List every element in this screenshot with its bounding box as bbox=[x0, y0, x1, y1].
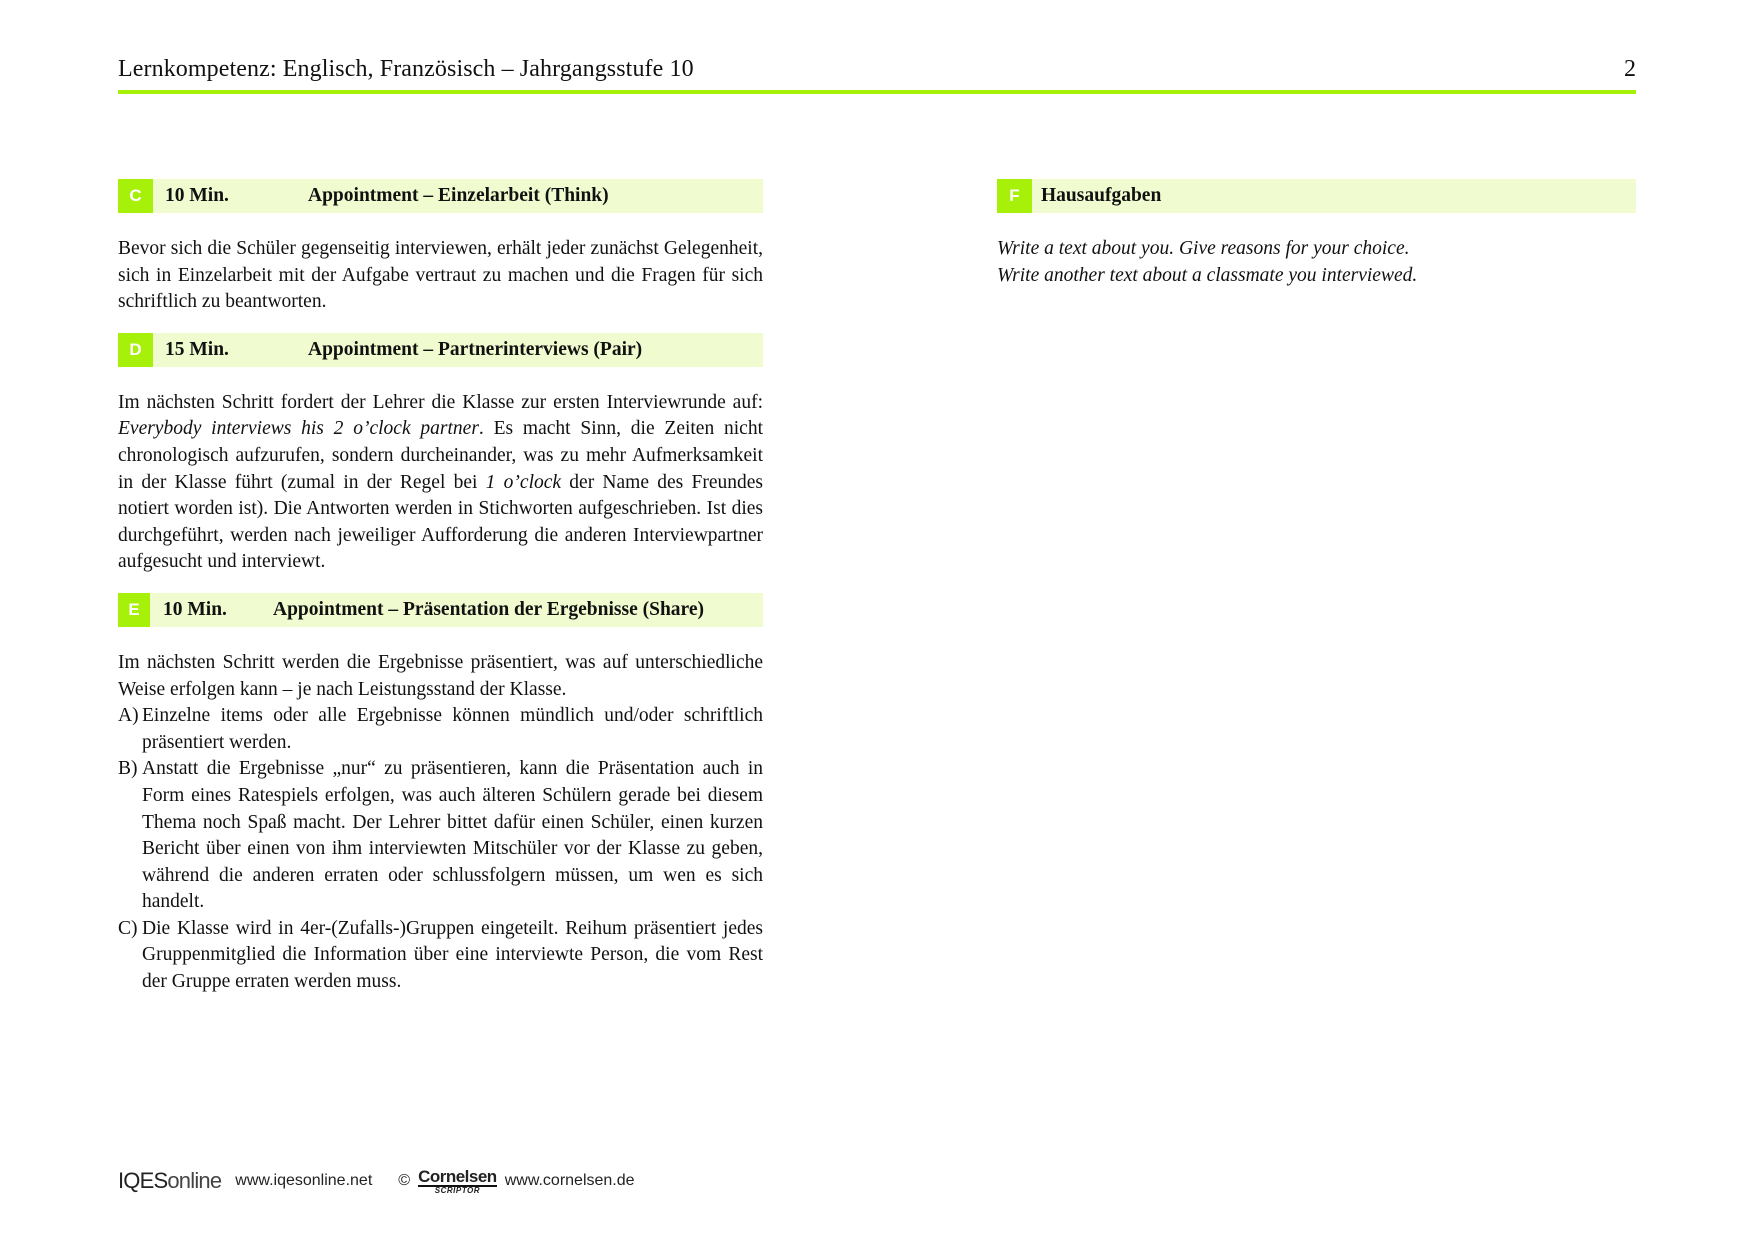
section-f-title: Hausaufgaben bbox=[1041, 185, 1162, 206]
section-e-duration: 10 Min. bbox=[163, 598, 227, 620]
list-item bbox=[118, 916, 763, 996]
section-c-letter-badge: C bbox=[118, 179, 153, 213]
section-c-header bbox=[118, 179, 763, 213]
cornelsen-logo-text: Cornelsen bbox=[418, 1166, 497, 1186]
section-d-body-part3: der Name des Freundes notiert worden ist). Die Antworten werden in Stichworten aufgeschrieben. Ist dies durchgeführt, werden nach jeweiliger Aufforderung die anderen Interviewpartner aufgesucht und interviewt. bbox=[118, 471, 763, 573]
page-number: 2 bbox=[1624, 56, 1636, 82]
cornelsen-logo-sub: SCRIPTOR bbox=[434, 1185, 480, 1195]
iqes-logo-light: online bbox=[167, 1168, 222, 1193]
section-d-title: Appointment – Partnerinterviews (Pair) bbox=[308, 338, 643, 360]
section-e-intro: Im nächsten Schritt werden die Ergebnisse präsentiert, was auf unterschiedliche Weise erfolgen kann – je nach Leistungsstand der Klasse. bbox=[118, 651, 763, 700]
page-header bbox=[118, 56, 1636, 94]
section-e-header bbox=[118, 593, 763, 627]
section-d-body bbox=[118, 390, 763, 576]
section-d-duration: 15 Min. bbox=[165, 338, 229, 360]
section-c-body: Bevor sich die Schüler gegenseitig interviewen, erhält jeder zunächst Gelegenheit, sich in Einzelarbeit mit der Aufgabe vertraut zu machen und die Fragen für sich schriftlich zu beantworten. bbox=[118, 238, 763, 313]
list-item-text: Die Klasse wird in 4er-(Zufalls-)Gruppen eingeteilt. Reihum präsentiert jedes Gruppenmitglied die Information über eine interviewte Person, die vom Rest der Gruppe erraten werden muss. bbox=[142, 917, 763, 993]
section-d-letter-badge: D bbox=[118, 333, 153, 367]
section-c-title: Appointment – Einzelarbeit (Think) bbox=[308, 185, 609, 206]
section-f-letter-badge: F bbox=[997, 179, 1032, 213]
right-column bbox=[997, 179, 1636, 289]
section-d-body-italic1: Everybody interviews his 2 o’clock partner bbox=[118, 418, 479, 440]
list-item-text: Einzelne items oder alle Ergebnisse können mündlich und/oder schriftlich präsentiert werden. bbox=[142, 705, 763, 753]
section-f-header bbox=[997, 179, 1636, 213]
section-d-body-part1: Im nächsten Schritt fordert der Lehrer die Klasse zur ersten Interviewrunde auf: bbox=[118, 391, 763, 413]
homework-text bbox=[997, 236, 1636, 289]
copyright-icon: © bbox=[398, 1172, 411, 1189]
section-e-title: Appointment – Präsentation der Ergebnisse (Share) bbox=[273, 598, 704, 620]
cornelsen-url-link[interactable]: www.cornelsen.de bbox=[504, 1172, 635, 1189]
list-item-label: B) bbox=[118, 758, 138, 780]
cornelsen-logo bbox=[418, 1168, 497, 1195]
section-d-body-part2: . Es macht Sinn, die Zeiten nicht chronologisch aufzurufen, sondern durcheinander, was zu mehr Aufmerksamkeit in der Klasse führt (zumal in der Regel bei bbox=[118, 418, 764, 493]
homework-line: Write another text about a classmate you interviewed. bbox=[997, 264, 1418, 286]
left-column bbox=[118, 179, 763, 996]
section-e-options-list bbox=[118, 703, 763, 996]
list-item bbox=[118, 703, 763, 756]
list-item-text: Anstatt die Ergebnisse „nur“ zu präsentieren, kann die Präsentation auch in Form eines Ratespiels erfolgen, was auch älteren Schülern gerade bei diesem Thema noch Spaß macht. Der Lehrer bittet dafür einen Schüler, einen kurzen Bericht über einen von ihm interviewten Mitschüler vor der Klasse zu geben, während die anderen erraten oder schlussfolgern müssen, um wen es sich handelt. bbox=[142, 758, 763, 913]
header-rule bbox=[118, 90, 1636, 94]
iqes-url-link[interactable]: www.iqesonline.net bbox=[235, 1172, 373, 1189]
document-title: Lernkompetenz: Englisch, Französisch – Jahrgangsstufe 10 bbox=[118, 56, 694, 82]
section-c-duration: 10 Min. bbox=[165, 185, 229, 206]
section-d-header bbox=[118, 333, 763, 367]
list-item-label: A) bbox=[118, 705, 139, 727]
list-item bbox=[118, 756, 763, 916]
homework-line: Write a text about you. Give reasons for your choice. bbox=[997, 238, 1410, 259]
list-item-label: C) bbox=[118, 917, 138, 939]
iqes-logo-bold: IQES bbox=[118, 1168, 168, 1193]
section-d-body-italic2: 1 o’clock bbox=[485, 471, 562, 493]
page-footer bbox=[118, 1166, 818, 1196]
iqes-logo bbox=[118, 1168, 221, 1194]
section-e-letter-badge: E bbox=[118, 593, 150, 627]
